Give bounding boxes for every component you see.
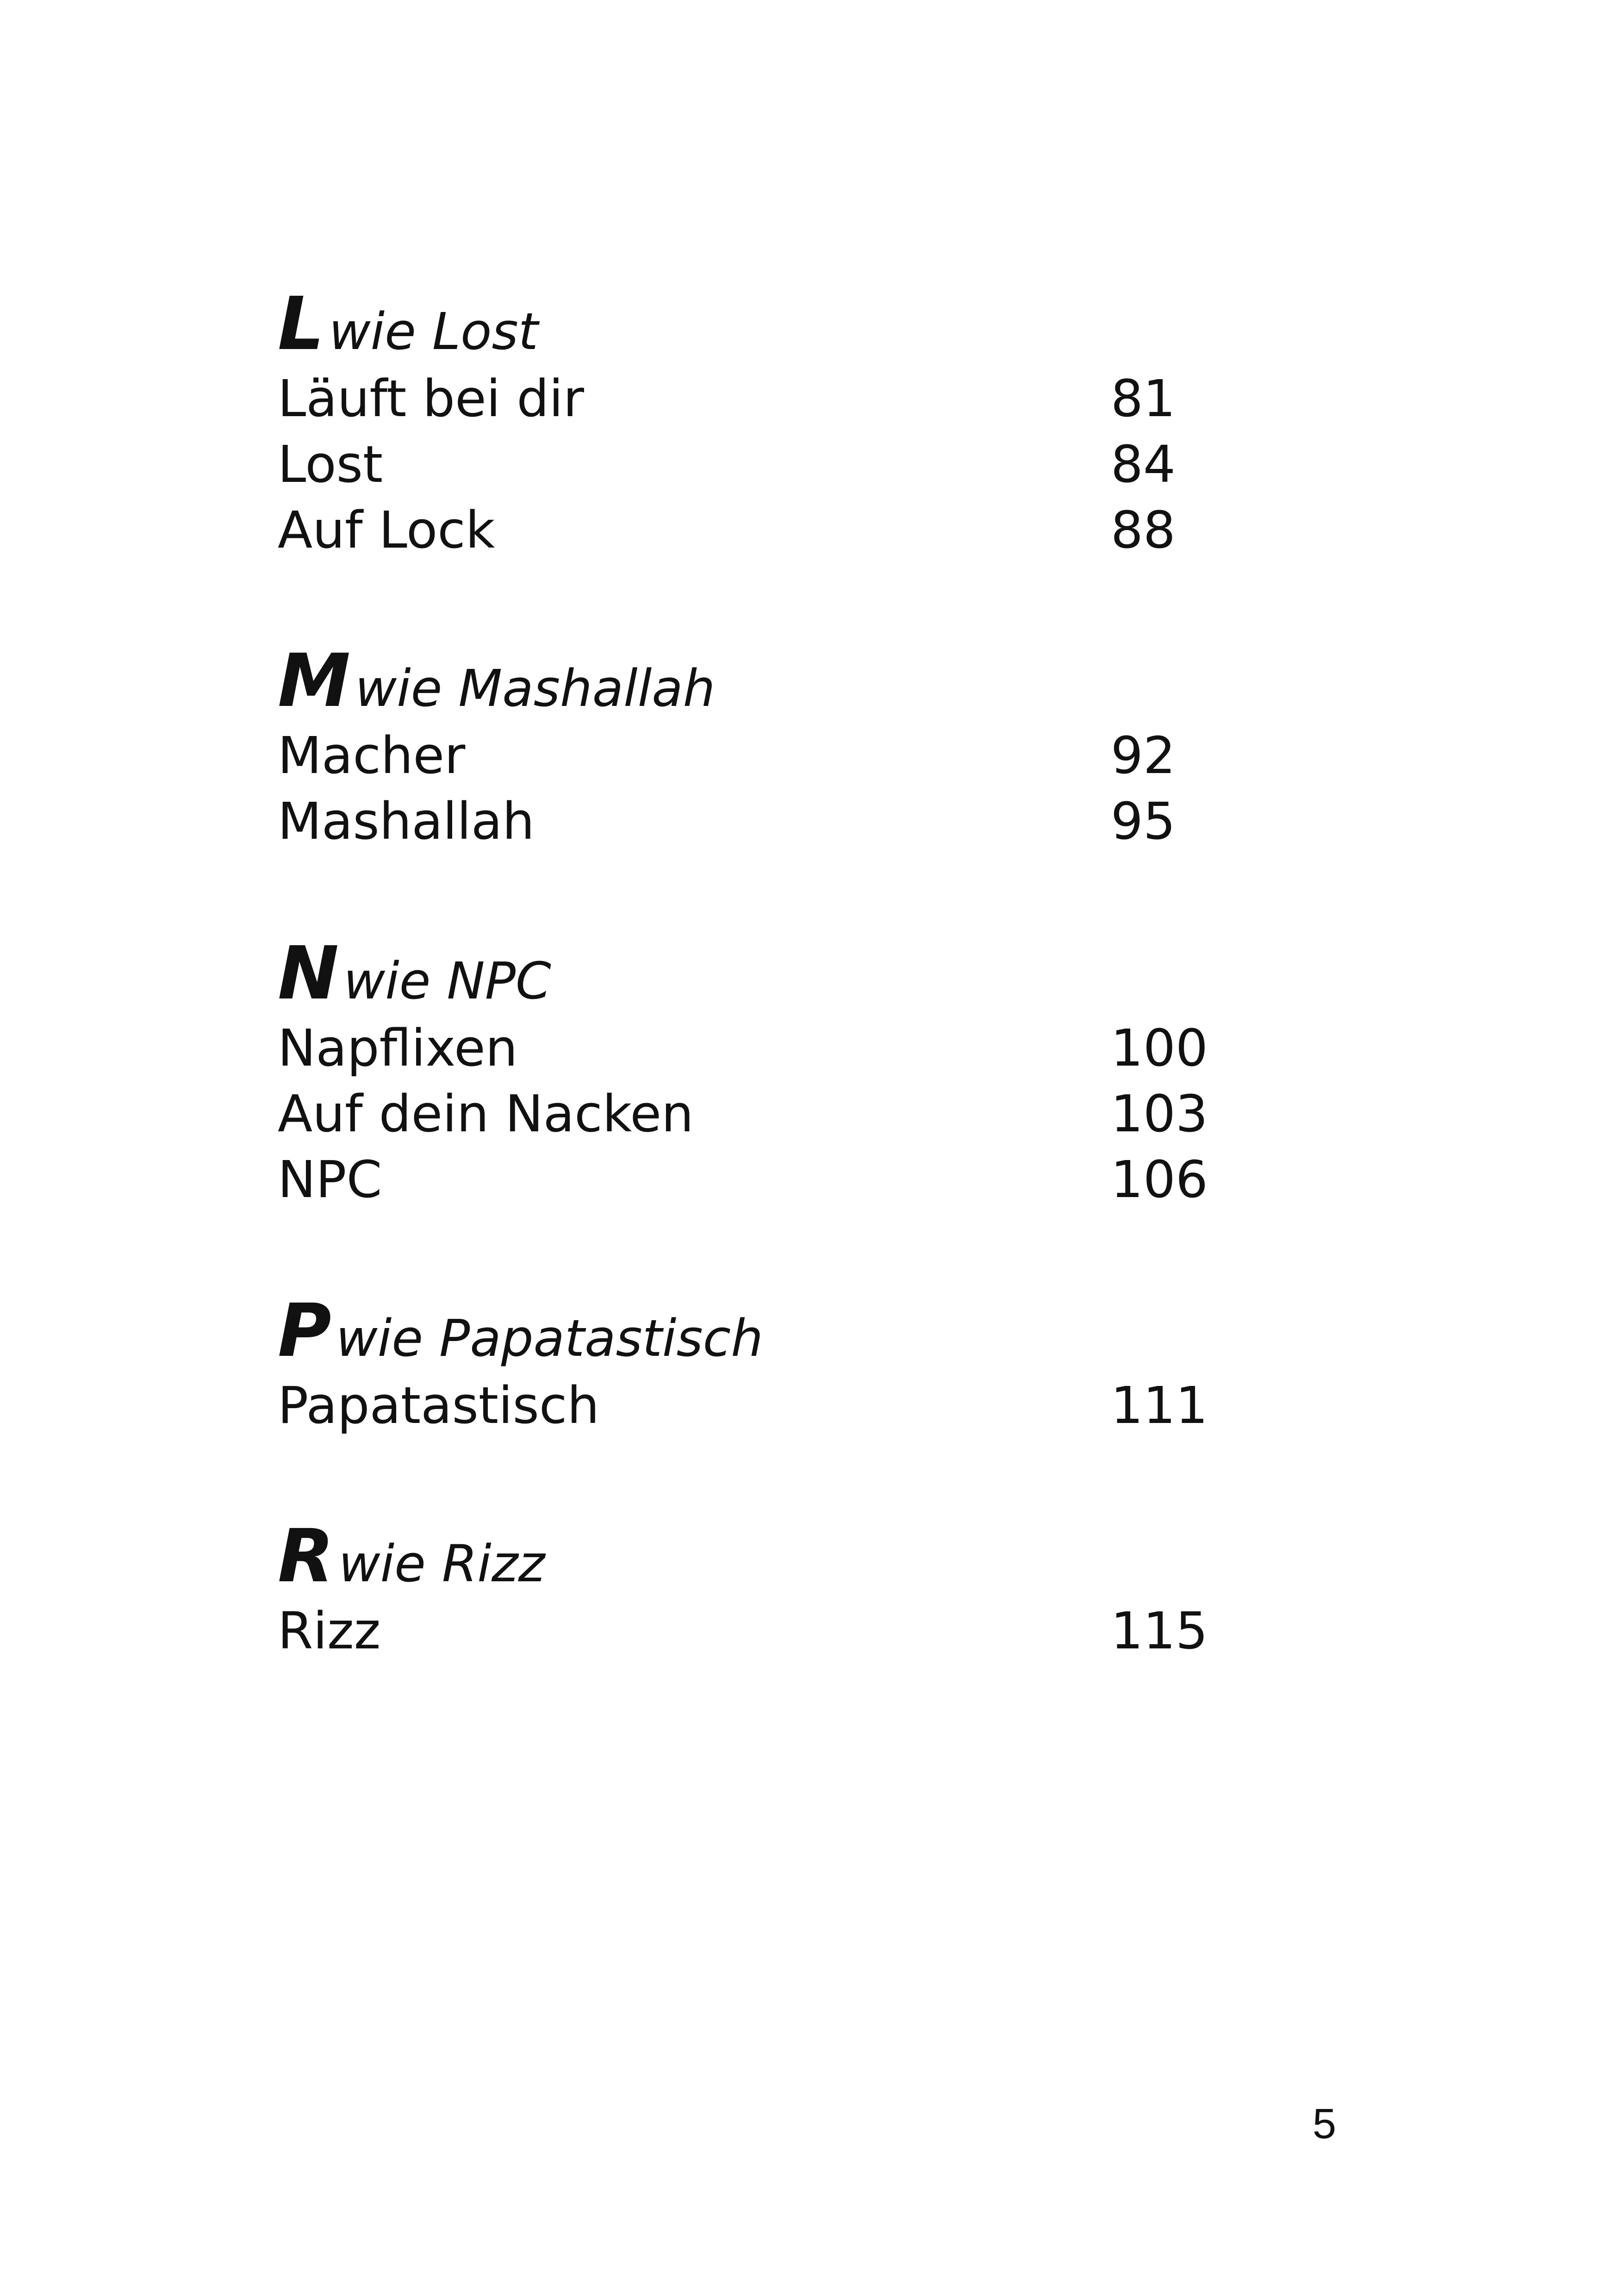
entry-page-number: 111 bbox=[1111, 1376, 1208, 1435]
toc-section-p bbox=[278, 1289, 1296, 1438]
section-subtitle: wie Papatastisch bbox=[336, 1309, 763, 1368]
section-letter: M bbox=[278, 638, 350, 724]
section-subtitle: wie Lost bbox=[329, 302, 538, 361]
toc-entry[interactable] bbox=[278, 1147, 1296, 1212]
entry-title: Auf Lock bbox=[278, 500, 495, 560]
section-subtitle: wie Mashallah bbox=[355, 659, 716, 718]
entry-title: Rizz bbox=[278, 1601, 381, 1660]
page-number: 5 bbox=[1313, 2100, 1337, 2147]
toc-entry[interactable] bbox=[278, 788, 1296, 854]
section-letter: L bbox=[278, 281, 324, 367]
toc-section-r bbox=[278, 1515, 1296, 1664]
toc-entry[interactable] bbox=[278, 1598, 1296, 1664]
entry-page-number: 115 bbox=[1111, 1601, 1208, 1660]
toc-entry[interactable] bbox=[278, 1015, 1296, 1081]
entry-title: Auf dein Nacken bbox=[278, 1084, 694, 1143]
entry-page-number: 88 bbox=[1111, 500, 1176, 560]
section-heading bbox=[278, 1515, 1296, 1598]
entry-page-number: 92 bbox=[1111, 726, 1176, 785]
entry-title: Läuft bei dir bbox=[278, 369, 584, 428]
section-heading bbox=[278, 932, 1296, 1015]
toc-section-l bbox=[278, 282, 1296, 563]
entry-title: Mashallah bbox=[278, 792, 535, 851]
section-letter: R bbox=[278, 1514, 333, 1599]
toc-entry[interactable] bbox=[278, 431, 1296, 497]
toc-section-m bbox=[278, 639, 1296, 854]
entry-page-number: 106 bbox=[1111, 1150, 1208, 1209]
section-heading bbox=[278, 282, 1296, 366]
section-heading bbox=[278, 639, 1296, 723]
section-letter: N bbox=[278, 931, 338, 1016]
entry-title: Papatastisch bbox=[278, 1376, 600, 1435]
section-subtitle: wie NPC bbox=[343, 951, 551, 1011]
toc-entry[interactable] bbox=[278, 723, 1296, 788]
toc-entry[interactable] bbox=[278, 497, 1296, 563]
entry-title: NPC bbox=[278, 1150, 382, 1209]
entry-page-number: 81 bbox=[1111, 369, 1176, 428]
entry-title: Macher bbox=[278, 726, 466, 785]
section-letter: P bbox=[278, 1288, 330, 1373]
entry-page-number: 84 bbox=[1111, 435, 1176, 494]
entry-page-number: 103 bbox=[1111, 1084, 1208, 1143]
toc-section-n bbox=[278, 932, 1296, 1212]
section-subtitle: wie Rizz bbox=[338, 1534, 545, 1593]
toc-entry[interactable] bbox=[278, 1081, 1296, 1147]
entry-page-number: 95 bbox=[1111, 792, 1176, 851]
toc-entry[interactable] bbox=[278, 1373, 1296, 1438]
toc-entry[interactable] bbox=[278, 366, 1296, 431]
section-heading bbox=[278, 1289, 1296, 1373]
entry-title: Lost bbox=[278, 435, 383, 494]
entry-title: Napflixen bbox=[278, 1018, 518, 1078]
entry-page-number: 100 bbox=[1111, 1018, 1208, 1078]
